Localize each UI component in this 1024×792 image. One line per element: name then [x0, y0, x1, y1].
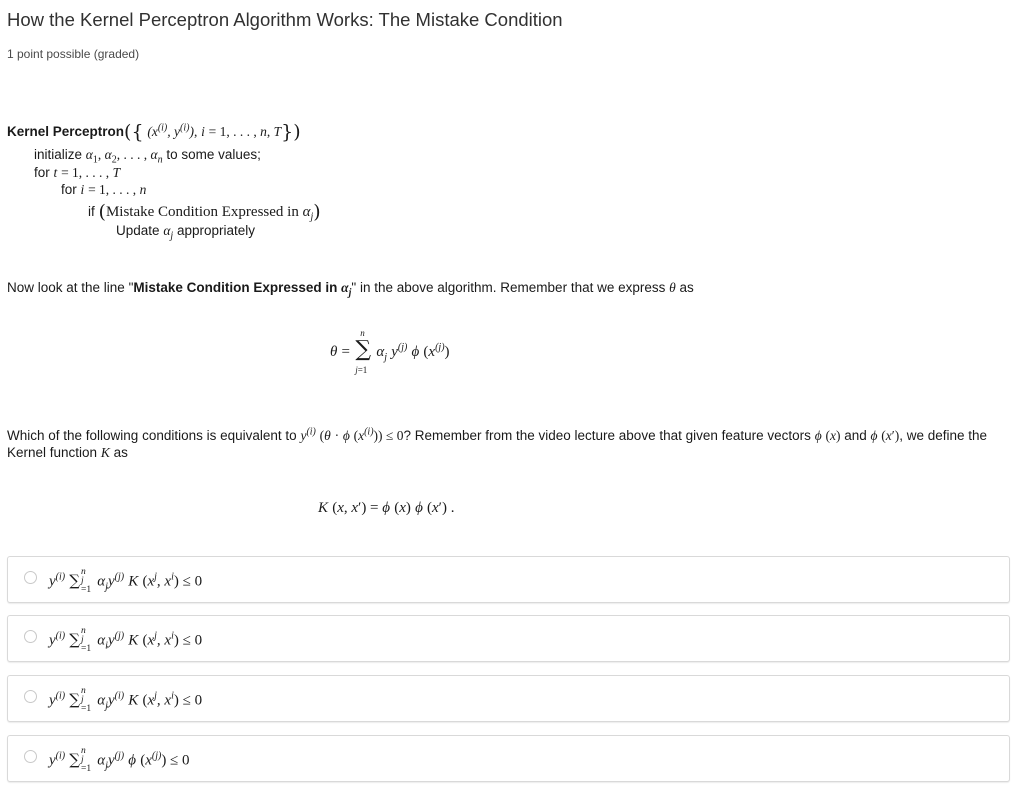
choice-2-formula: $y^{(i)}$ ∑ n j =1 $\alpha_iy^{(j)}$ K ($x^j$, $x^i) \le 0$: [49, 626, 203, 654]
choice-4[interactable]: [7, 735, 1010, 782]
paragraph-1-bold: Mistake Condition Expressed in: [133, 280, 338, 295]
kernel-equation: K (x, x′) = ϕ (x) ϕ (x′) .: [318, 500, 455, 516]
choice-4-radio[interactable]: [24, 750, 37, 763]
algorithm-inner-loop: for i = 1, . . . , n: [61, 182, 147, 197]
choice-3-radio[interactable]: [24, 690, 37, 703]
choice-3-formula: $y^{(i)}$ ∑ n j =1 $\alpha_jy^{(i)}$ K ($x^j$, $x^i) \le 0$: [49, 686, 203, 714]
algorithm-init-line: initialize $\alpha_1$, $\alpha_2$, . . . , $\alpha_n$ to some values;: [34, 147, 261, 166]
paragraph-2: Which of the following conditions is equivalent to $y^{(i)}$ (θ · ϕ $(x^{(i)})) \le 0$? Remember from the video lecture above that given feature vectors ϕ (x) and ϕ (x′), we define the Kernel function K as: [7, 426, 988, 460]
choice-2-radio[interactable]: [24, 630, 37, 643]
algorithm-header: Kernel Perceptron({ ($x^{(i)}$, $y^{(i)}$), i = 1, . . . , n, T}): [7, 121, 301, 143]
algorithm-if-line: if (Mistake Condition Expressed in $\alpha_j$): [88, 201, 321, 223]
init-suffix: to some values;: [166, 147, 261, 162]
if-keyword: if: [88, 204, 95, 219]
update-suffix: appropriately: [176, 223, 255, 238]
condition-text: Mistake Condition Expressed in: [105, 204, 299, 220]
choice-3[interactable]: [7, 675, 1010, 722]
theta-equation: θ = ∑ n j=1 $\alpha_j$ $y^{(j)}$ ϕ $(x^{(j)})$: [330, 328, 450, 375]
update-prefix: Update: [116, 223, 160, 238]
choice-1[interactable]: [7, 556, 1010, 603]
choice-1-formula: $y^{(i)}$ ∑ n j =1 $\alpha_jy^{(j)}$ K ($x^j$, $x^i) \le 0$: [49, 567, 203, 595]
algorithm-name: Kernel Perceptron: [7, 124, 125, 139]
points-label: 1 point possible (graded): [7, 47, 140, 61]
choice-4-formula: $y^{(i)}$ ∑ n j =1 $\alpha_jy^{(j)}$ ϕ $(x^{(j)}) \le 0$: [49, 746, 190, 774]
algorithm-update-line: Update $\alpha_j$ appropriately: [116, 223, 255, 242]
for-keyword: for: [34, 165, 50, 180]
problem-title: How the Kernel Perceptron Algorithm Works: The Mistake Condition: [7, 9, 563, 30]
paragraph-1: Now look at the line "Mistake Condition Expressed in $\alpha_j$" in the above algorithm. Remember that we express θ as: [7, 280, 694, 299]
init-prefix: initialize: [34, 147, 83, 162]
for-keyword-inner: for: [61, 182, 77, 197]
choice-2[interactable]: [7, 615, 1010, 662]
algorithm-outer-loop: for t = 1, . . . , T: [34, 165, 121, 180]
choice-1-radio[interactable]: [24, 571, 37, 584]
